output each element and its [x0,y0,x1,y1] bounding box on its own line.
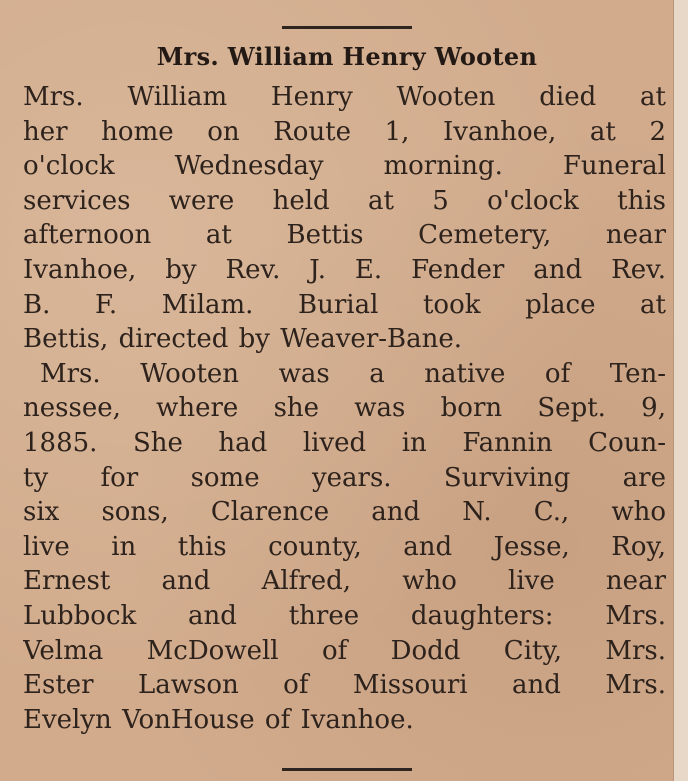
text-line: Lubbock and three daughters: Mrs. [23,600,666,631]
text-line: Ivanhoe, by Rev. J. E. Fender and Rev. [23,254,666,285]
text-line: o'clock Wednesday morning. Funeral [23,151,666,182]
text-line: Mrs. William Henry Wooten died at [23,82,666,112]
text-line: Ernest and Alfred, who live near [23,566,666,597]
paragraph-1 [23,80,666,357]
bottom-rule [282,768,412,771]
text-line: services were held at 5 o'clock this [23,185,666,216]
text-line: 1885. She had lived in Fannin Coun- [23,427,666,458]
text-line: Bettis, directed by Weaver-Bane. [23,324,463,355]
text-line: six sons, Clarence and N. C., who [23,497,666,528]
text-line: her home on Route 1, Ivanhoe, at 2 [23,116,666,147]
text-line: afternoon at Bettis Cemetery, near [23,220,666,251]
text-line: Evelyn VonHouse of Ivanhoe. [23,704,414,735]
text-line: nessee, where she was born Sept. 9, [23,393,666,424]
text-line: Mrs. Wooten was a native of Ten- [40,358,666,389]
text-line: Velma McDowell of Dodd City, Mrs. [23,635,666,666]
obituary-headline: Mrs. William Henry Wooten [156,42,538,71]
text-line: Ester Lawson of Missouri and Mrs. [23,670,666,701]
top-rule [282,26,412,29]
page-edge [673,0,688,781]
text-line: B. F. Milam. Burial took place at [23,289,666,320]
obituary-body [23,80,666,737]
text-line: live in this county, and Jesse, Roy, [23,531,666,562]
text-line: ty for some years. Surviving are [23,462,666,493]
paragraph-2 [23,357,666,738]
